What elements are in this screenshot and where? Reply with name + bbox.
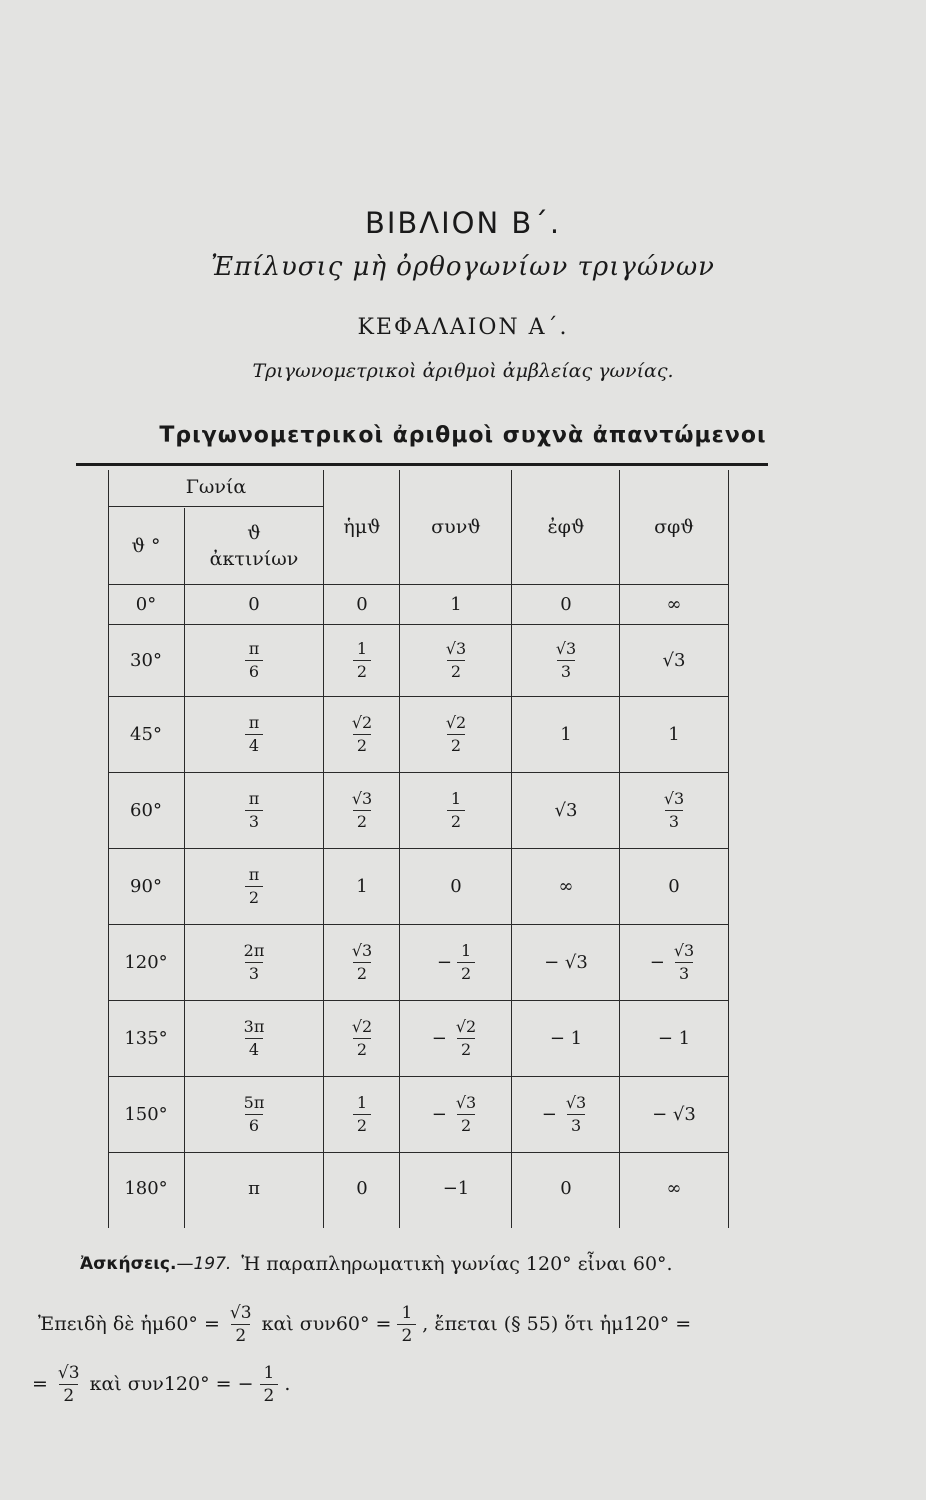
grid-hline-row2 bbox=[108, 696, 728, 697]
exercise-line2-part-c: , ἔπεται (§ 55) ὅτι ἡμ120° = bbox=[422, 1313, 692, 1335]
cell-row6-syn-denominator: 2 bbox=[457, 1038, 475, 1059]
cell-row6-hm bbox=[324, 1000, 400, 1076]
cell-row4-hm: 1 bbox=[356, 875, 368, 897]
cell-row3-deg: 60° bbox=[130, 799, 162, 821]
cell-row7-ef-sign: − bbox=[541, 1103, 557, 1125]
cell-row3-rad bbox=[185, 772, 323, 848]
cell-row1-syn-fraction bbox=[442, 640, 470, 681]
cell-row7-rad bbox=[185, 1076, 323, 1152]
cell-row7-ef-numerator: √3 bbox=[565, 1092, 587, 1112]
cell-row2-syn-fraction bbox=[442, 714, 470, 755]
exercise-line2-part-b: καὶ συν60° = bbox=[261, 1313, 392, 1335]
cell-row6-rad-denominator: 4 bbox=[245, 1038, 263, 1059]
cell-row1-syn-numerator: √3 bbox=[445, 638, 467, 658]
exercise-line-3 bbox=[0, 1356, 926, 1412]
cell-row1-ef-denominator: 3 bbox=[557, 660, 575, 681]
cell-row2-syn-denominator: 2 bbox=[447, 734, 465, 755]
cell-row5-hm-denominator: 2 bbox=[353, 962, 371, 983]
cell-row8-ef: 0 bbox=[560, 1177, 572, 1199]
cell-row2-rad-denominator: 4 bbox=[245, 734, 263, 755]
cell-row5-rad-numerator: 2π bbox=[243, 940, 265, 960]
exercise-label: Ἀσκήσεις. bbox=[80, 1254, 177, 1274]
header-cotangent: σφϑ bbox=[654, 516, 694, 538]
cell-row3-sf bbox=[620, 772, 728, 848]
cell-row1-syn-denominator: 2 bbox=[447, 660, 465, 681]
cell-row5-ef: − √3 bbox=[544, 951, 588, 973]
cell-row8-hm: 0 bbox=[356, 1177, 368, 1199]
cell-row1-deg: 30° bbox=[130, 649, 162, 671]
exercise-line3-part-c: . bbox=[284, 1373, 291, 1395]
cell-row2-rad-fraction bbox=[245, 714, 264, 755]
cell-row7-syn-sign: − bbox=[431, 1103, 447, 1125]
cell-row8-deg: 180° bbox=[124, 1177, 168, 1199]
cell-row6-rad bbox=[185, 1000, 323, 1076]
cell-row2-syn bbox=[400, 696, 512, 772]
exercise-line3-part-a: = bbox=[32, 1373, 48, 1395]
grid-hline-row8 bbox=[108, 1152, 728, 1153]
fraction-numerator: 1 bbox=[263, 1362, 275, 1383]
cell-row5-sf bbox=[620, 924, 728, 1000]
cell-row7-ef bbox=[512, 1076, 620, 1152]
cell-row3-syn-numerator: 1 bbox=[450, 788, 462, 808]
grid-hline-row5 bbox=[108, 924, 728, 925]
cell-row6-hm-denominator: 2 bbox=[353, 1038, 371, 1059]
cell-row5-deg: 120° bbox=[124, 951, 168, 973]
header-tangent: ἐφϑ bbox=[547, 516, 585, 538]
cell-row4-rad bbox=[185, 848, 323, 924]
cell-row1-ef-numerator: √3 bbox=[555, 638, 577, 658]
cell-row3-sf-fraction bbox=[660, 790, 688, 831]
cell-row0-hm: 0 bbox=[356, 593, 368, 615]
cell-row7-ef-denominator: 3 bbox=[567, 1114, 585, 1135]
cell-row7-ef-fraction bbox=[562, 1094, 590, 1135]
cell-row4-rad-denominator: 2 bbox=[245, 886, 263, 907]
cell-row5-syn-sign: − bbox=[436, 951, 452, 973]
cell-row2-ef: 1 bbox=[560, 723, 572, 745]
cell-row4-rad-fraction bbox=[245, 866, 264, 907]
cell-row5-rad-denominator: 3 bbox=[245, 962, 263, 983]
fraction-denominator: 2 bbox=[231, 1324, 250, 1345]
chapter-title: ΚΕΦΑΛΑΙΟΝ Α΄. bbox=[357, 315, 569, 340]
cell-row4-ef: ∞ bbox=[558, 875, 574, 897]
cell-row0-rad: 0 bbox=[248, 593, 260, 615]
cell-row1-hm-denominator: 2 bbox=[353, 660, 371, 681]
cell-row6-deg: 135° bbox=[124, 1027, 168, 1049]
cell-row2-hm-numerator: √2 bbox=[351, 712, 373, 732]
cell-row3-syn bbox=[400, 772, 512, 848]
grid-hline-group bbox=[108, 506, 324, 507]
grid-hline-row4 bbox=[108, 848, 728, 849]
grid-hline-row1 bbox=[108, 624, 728, 625]
cell-row5-sf-sign: − bbox=[649, 951, 665, 973]
exercise-statement: Ἡ παραπληρωματικὴ γωνίας 120° εἶναι 60°. bbox=[241, 1253, 673, 1275]
cell-row3-hm bbox=[324, 772, 400, 848]
cell-row6-syn-sign: − bbox=[431, 1027, 447, 1049]
fraction-numerator: √3 bbox=[229, 1302, 252, 1323]
header-radians-label: ἀκτινίων bbox=[209, 548, 299, 570]
cell-row7-syn bbox=[400, 1076, 512, 1152]
fraction-denominator: 2 bbox=[397, 1324, 416, 1345]
cell-row7-syn-fraction bbox=[452, 1094, 480, 1135]
cell-row4-sf: 0 bbox=[668, 875, 680, 897]
cell-row0-ef: 0 bbox=[560, 593, 572, 615]
cell-row2-syn-numerator: √2 bbox=[445, 712, 467, 732]
cell-row7-sf: − √3 bbox=[652, 1103, 696, 1125]
cell-row2-rad bbox=[185, 696, 323, 772]
cell-row1-ef bbox=[512, 624, 620, 696]
book-title: ΒΙΒΛΙΟΝ Β΄. bbox=[364, 206, 562, 240]
header-radians-symbol: ϑ bbox=[247, 522, 261, 544]
grid-vline-deg-rad bbox=[184, 508, 185, 1228]
cell-row7-hm-numerator: 1 bbox=[356, 1092, 368, 1112]
exercise-line2-frac1 bbox=[226, 1304, 256, 1345]
cell-row7-hm-denominator: 2 bbox=[353, 1114, 371, 1135]
cell-row5-sf-fraction bbox=[670, 942, 698, 983]
cell-row5-syn bbox=[400, 924, 512, 1000]
cell-row3-sf-numerator: √3 bbox=[663, 788, 685, 808]
cell-row3-hm-numerator: √3 bbox=[351, 788, 373, 808]
cell-row5-rad-fraction bbox=[240, 942, 269, 983]
exercise-line3-frac2 bbox=[260, 1364, 279, 1405]
cell-row3-rad-denominator: 3 bbox=[245, 810, 263, 831]
grid-hline-row7 bbox=[108, 1076, 728, 1077]
exercise-number: —197. bbox=[176, 1254, 232, 1274]
exercise-line2-part-a: Ἐπειδὴ δὲ ἡμ60° = bbox=[38, 1313, 220, 1335]
cell-row5-hm-numerator: √3 bbox=[351, 940, 373, 960]
grid-hline-row3 bbox=[108, 772, 728, 773]
cell-row3-rad-fraction bbox=[245, 790, 264, 831]
header-cosine: συνϑ bbox=[431, 516, 481, 538]
cell-row7-rad-numerator: 5π bbox=[243, 1092, 265, 1112]
cell-row1-hm bbox=[324, 624, 400, 696]
cell-row2-sf: 1 bbox=[668, 723, 680, 745]
cell-row1-rad-denominator: 6 bbox=[245, 660, 263, 681]
cell-row2-rad-numerator: π bbox=[248, 712, 260, 732]
cell-row6-rad-fraction bbox=[240, 1018, 269, 1059]
cell-row1-rad-fraction bbox=[245, 640, 264, 681]
cell-row7-deg: 150° bbox=[124, 1103, 168, 1125]
table-top-rule bbox=[76, 463, 768, 466]
cell-row5-syn-fraction bbox=[457, 942, 475, 983]
header-degrees: ϑ ° bbox=[131, 535, 161, 557]
cell-row1-hm-numerator: 1 bbox=[356, 638, 368, 658]
cell-row8-syn: −1 bbox=[442, 1177, 470, 1199]
cell-row3-hm-denominator: 2 bbox=[353, 810, 371, 831]
cell-row3-hm-fraction bbox=[348, 790, 376, 831]
cell-row3-rad-numerator: π bbox=[248, 788, 260, 808]
cell-row0-sf: ∞ bbox=[666, 593, 682, 615]
book-subtitle: Ἐπίλυσις μὴ ὀρθογωνίων τριγώνων bbox=[211, 252, 715, 282]
grid-hline-row6 bbox=[108, 1000, 728, 1001]
cell-row0-syn: 1 bbox=[450, 593, 462, 615]
header-sine: ἡμϑ bbox=[343, 516, 381, 538]
cell-row2-hm bbox=[324, 696, 400, 772]
cell-row6-hm-numerator: √2 bbox=[351, 1016, 373, 1036]
cell-row6-syn-numerator: √2 bbox=[455, 1016, 477, 1036]
cell-row5-hm-fraction bbox=[348, 942, 376, 983]
chapter-subtitle: Τριγωνομετρικοὶ ἀριθμοὶ ἀμβλείας γωνίας. bbox=[252, 360, 674, 382]
cell-row6-hm-fraction bbox=[348, 1018, 376, 1059]
grid-vline-right bbox=[728, 470, 729, 1228]
cell-row3-syn-denominator: 2 bbox=[447, 810, 465, 831]
exercise-line-2 bbox=[0, 1296, 926, 1352]
cell-row0-deg: 0° bbox=[135, 593, 157, 615]
grid-hline-header bbox=[108, 584, 728, 585]
cell-row6-ef: − 1 bbox=[549, 1027, 583, 1049]
cell-row1-hm-fraction bbox=[353, 640, 371, 681]
cell-row2-hm-denominator: 2 bbox=[353, 734, 371, 755]
cell-row4-deg: 90° bbox=[130, 875, 162, 897]
cell-row1-ef-fraction bbox=[552, 640, 580, 681]
header-angle-group: Γωνία bbox=[185, 476, 247, 498]
cell-row7-rad-fraction bbox=[240, 1094, 269, 1135]
cell-row6-syn bbox=[400, 1000, 512, 1076]
cell-row3-sf-denominator: 3 bbox=[665, 810, 683, 831]
cell-row8-rad: π bbox=[248, 1177, 260, 1199]
cell-row7-hm-fraction bbox=[353, 1094, 371, 1135]
fraction-denominator: 2 bbox=[59, 1384, 78, 1405]
cell-row5-rad bbox=[185, 924, 323, 1000]
exercise-line2-frac2 bbox=[397, 1304, 416, 1345]
cell-row1-rad-numerator: π bbox=[248, 638, 260, 658]
cell-row1-syn bbox=[400, 624, 512, 696]
cell-row7-rad-denominator: 6 bbox=[245, 1114, 263, 1135]
cell-row7-syn-numerator: √3 bbox=[455, 1092, 477, 1112]
cell-row5-sf-denominator: 3 bbox=[675, 962, 693, 983]
cell-row5-syn-numerator: 1 bbox=[460, 940, 472, 960]
fraction-numerator: √3 bbox=[57, 1362, 80, 1383]
fraction-denominator: 2 bbox=[260, 1384, 279, 1405]
cell-row2-hm-fraction bbox=[348, 714, 376, 755]
cell-row1-rad bbox=[185, 624, 323, 696]
cell-row5-syn-denominator: 2 bbox=[457, 962, 475, 983]
fraction-numerator: 1 bbox=[401, 1302, 413, 1323]
cell-row3-ef: √3 bbox=[554, 799, 578, 821]
cell-row5-sf-numerator: √3 bbox=[673, 940, 695, 960]
table-heading: Τριγωνομετρικοὶ ἀριθμοὶ συχνὰ ἀπαντώμενοι bbox=[159, 423, 767, 448]
cell-row6-syn-fraction bbox=[452, 1018, 480, 1059]
cell-row7-hm bbox=[324, 1076, 400, 1152]
cell-row4-syn: 0 bbox=[450, 875, 462, 897]
exercise-line3-frac1 bbox=[54, 1364, 84, 1405]
cell-row6-rad-numerator: 3π bbox=[243, 1016, 265, 1036]
cell-row7-syn-denominator: 2 bbox=[457, 1114, 475, 1135]
exercise-line3-part-b: καὶ συν120° = − bbox=[89, 1373, 254, 1395]
cell-row4-rad-numerator: π bbox=[248, 864, 260, 884]
cell-row5-hm bbox=[324, 924, 400, 1000]
cell-row8-sf: ∞ bbox=[666, 1177, 682, 1199]
cell-row6-sf: − 1 bbox=[657, 1027, 691, 1049]
exercise-line-1 bbox=[0, 1253, 926, 1275]
header-radians bbox=[185, 508, 323, 584]
cell-row3-syn-fraction bbox=[447, 790, 465, 831]
cell-row1-sf: √3 bbox=[662, 649, 686, 671]
cell-row2-deg: 45° bbox=[130, 723, 162, 745]
